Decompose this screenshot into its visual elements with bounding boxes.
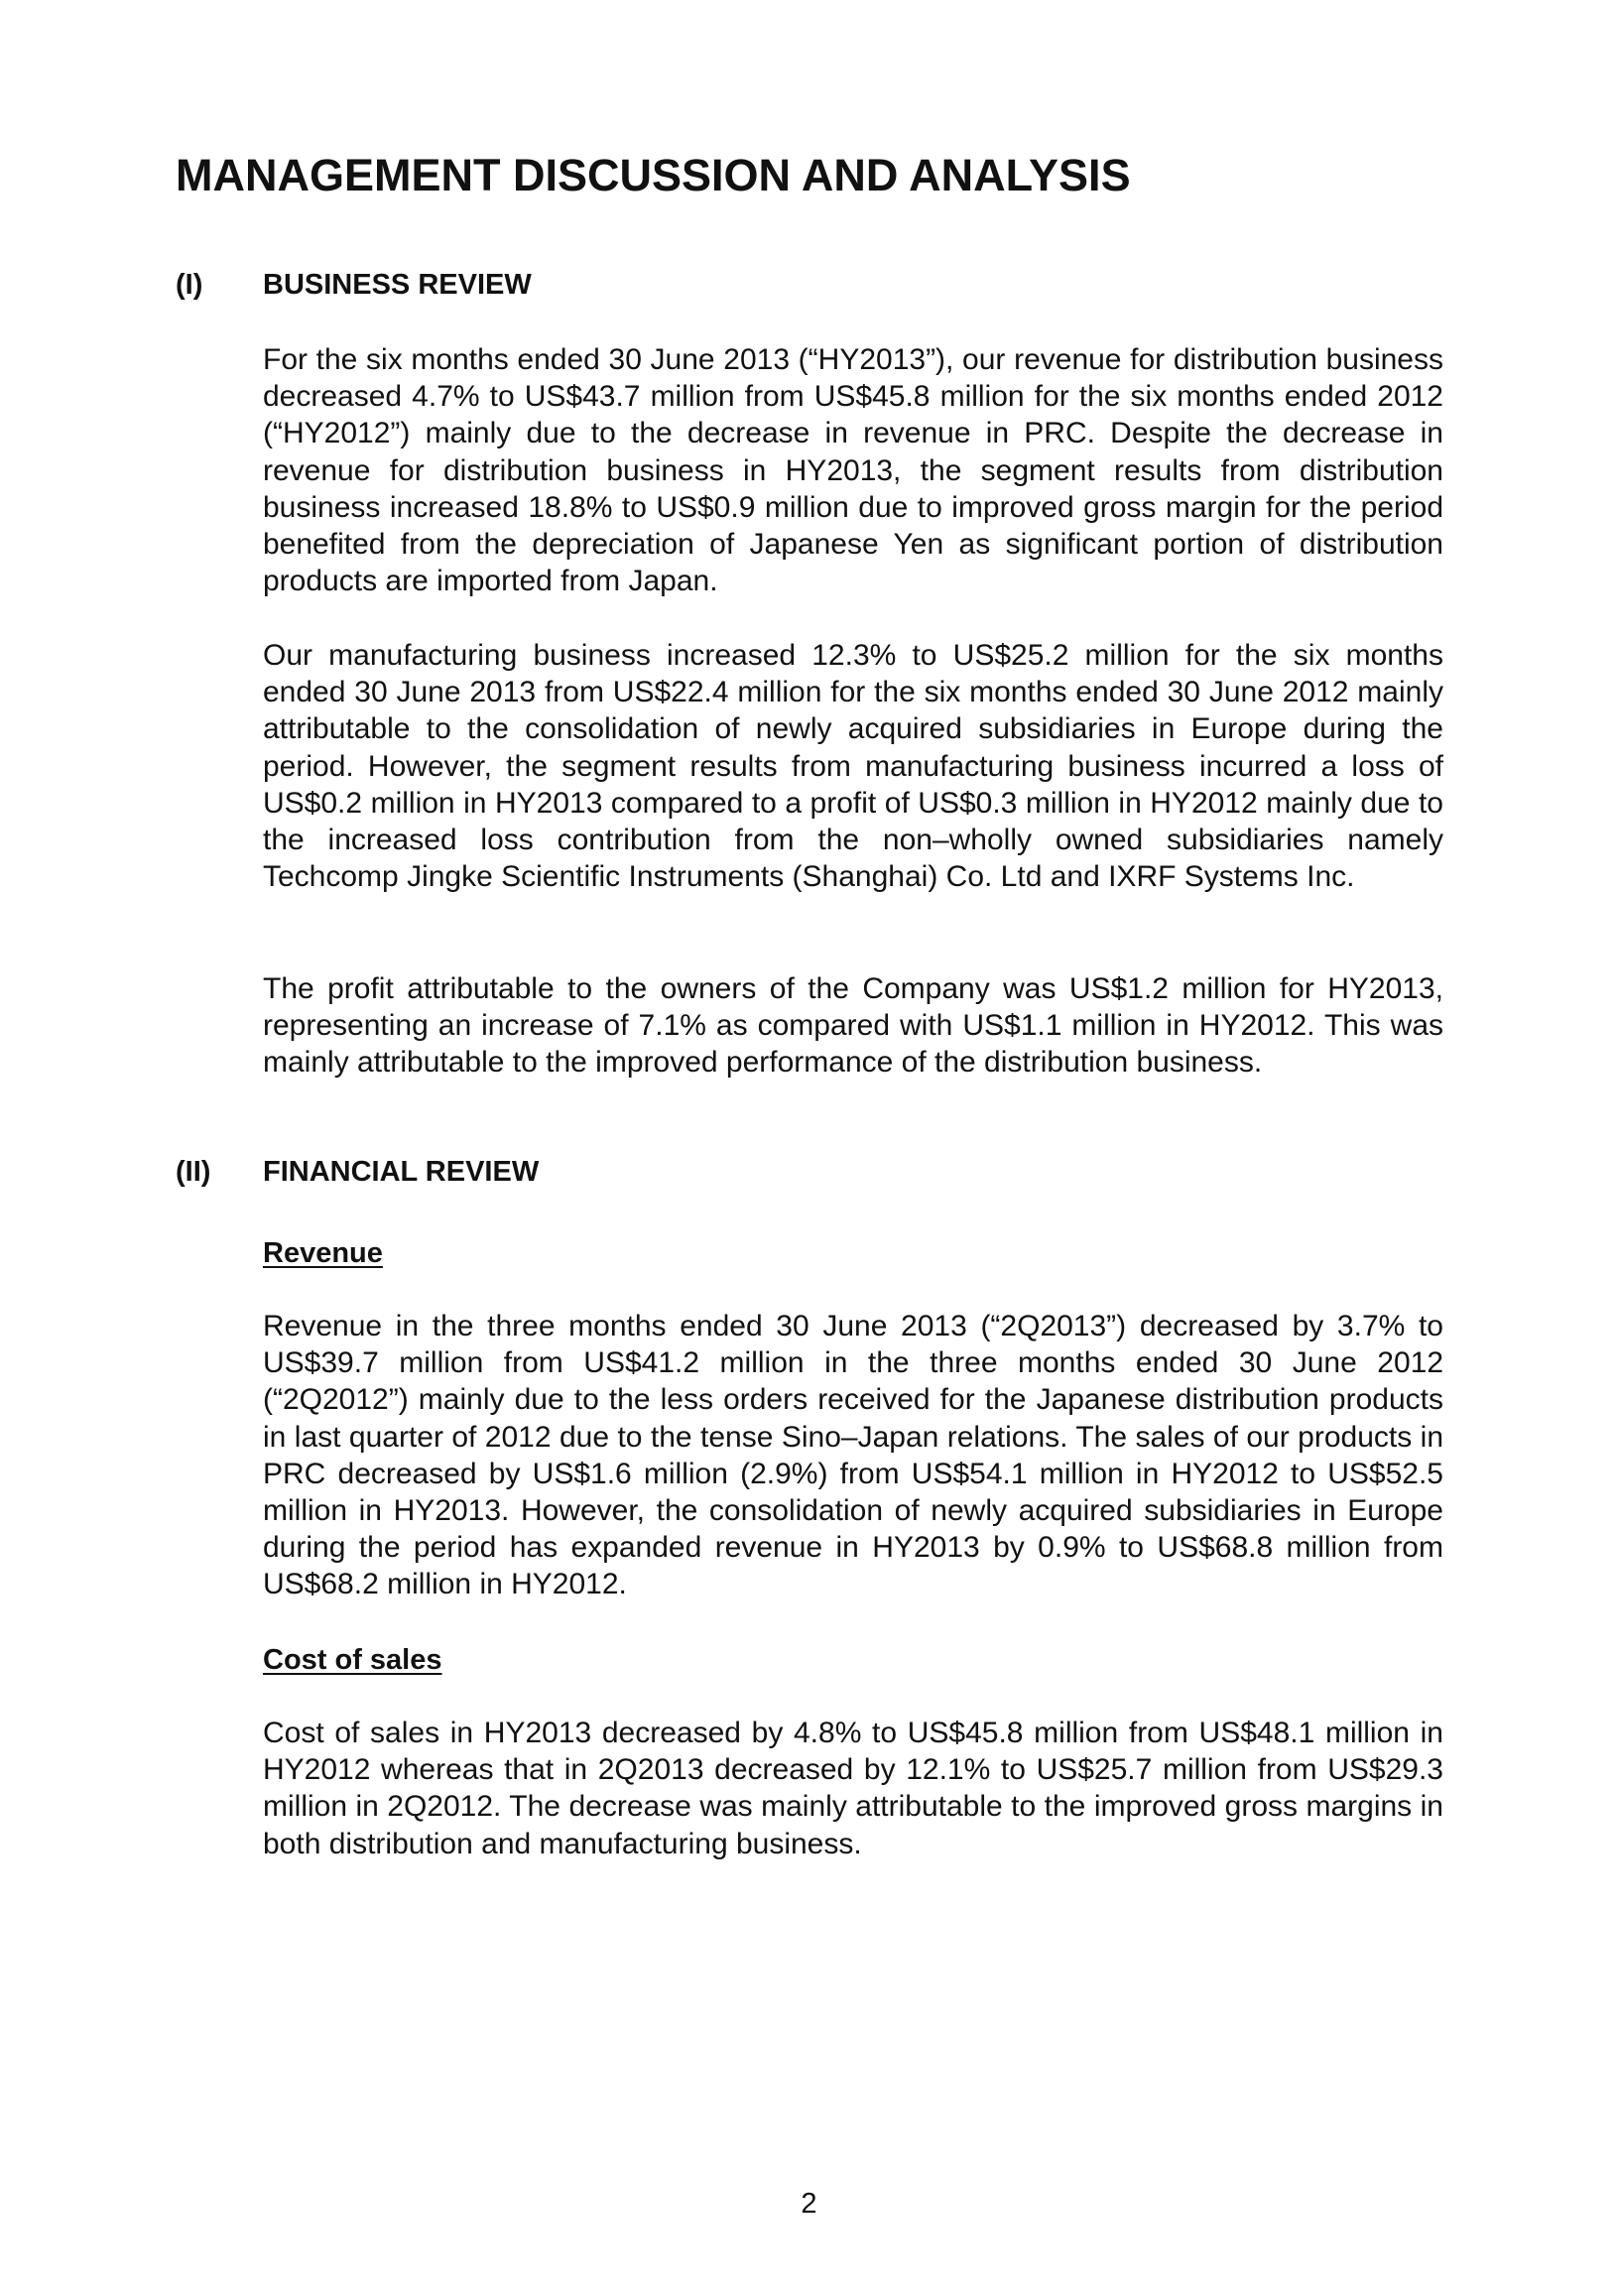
section-heading-business-review — [176, 268, 532, 303]
business-review-paragraph-1 — [263, 341, 1443, 599]
section-title: FINANCIAL REVIEW — [263, 1156, 540, 1188]
paragraph: Our manufacturing business increased 12.3% to US$25.2 million for the six months ended 30 June 2013 from US$22.4 million for the six months ended 30 June 2012 mainly attributable to the consolidation of newly acquired subsidiaries in Europe during the period. However, the segment results from manufacturing business incurred a loss of US$0.2 million in HY2013 compared to a profit of US$0.3 million in HY2012 mainly due to the increased loss contribution from the non–wholly owned subsidiaries namely Techcomp Jingke Scientific Instruments (Shanghai) Co. Ltd and IXRF Systems Inc. — [263, 639, 1443, 894]
paragraph: For the six months ended 30 June 2013 (“HY2013”), our revenue for distribution business decreased 4.7% to US$43.7 million from US$45.8 million for the six months ended 2012 (“HY2012”) mainly due to the decrease in revenue in PRC. Despite the decrease in revenue for distribution business in HY2013, the segment results from distribution business increased 18.8% to US$0.9 million due to improved gross margin for the period benefited from the depreciation of Japanese Yen as significant portion of distribution products are imported from Japan. — [263, 343, 1443, 598]
business-review-paragraph-2 — [263, 637, 1443, 895]
section-number: (II) — [176, 1156, 211, 1188]
paragraph: Revenue in the three months ended 30 June 2013 (“2Q2013”) decreased by 3.7% to US$39.7 million from US$41.2 million in the three months ended 30 June 2012 (“2Q2012”) mainly due to the less orders received for the Japanese distribution products in last quarter of 2012 due to the tense Sino–Japan relations. The sales of our products in PRC decreased by US$1.6 million (2.9%) from US$54.1 million in HY2012 to US$52.5 million in HY2013. However, the consolidation of newly acquired subsidiaries in Europe during the period has expanded revenue in HY2013 by 0.9% to US$68.8 million from US$68.2 million in HY2012. — [263, 1310, 1443, 1601]
business-review-paragraph-3 — [263, 970, 1443, 1082]
subheading-revenue: Revenue — [263, 1237, 383, 1269]
cost-of-sales-paragraph — [263, 1715, 1443, 1862]
paragraph: The profit attributable to the owners of the Company was US$1.2 million for HY2013, representing an increase of 7.1% as compared with US$1.1 million in HY2012. This was mainly attributable to the improved performance of the distribution business. — [263, 972, 1443, 1080]
revenue-paragraph — [263, 1308, 1443, 1603]
section-title: BUSINESS REVIEW — [263, 269, 532, 301]
section-heading-financial-review — [176, 1155, 539, 1190]
paragraph: Cost of sales in HY2013 decreased by 4.8% to US$45.8 million from US$48.1 million in HY2012 whereas that in 2Q2013 decreased by 12.1% to US$25.7 million from US$29.3 million in 2Q2012. The decrease was mainly attributable to the improved gross margins in both distribution and manufacturing business. — [263, 1717, 1443, 1860]
section-number: (I) — [176, 269, 203, 301]
subheading-cost-of-sales: Cost of sales — [263, 1644, 442, 1676]
page-number: 2 — [801, 2188, 817, 2220]
page-title: MANAGEMENT DISCUSSION AND ANALYSIS — [176, 150, 1131, 200]
